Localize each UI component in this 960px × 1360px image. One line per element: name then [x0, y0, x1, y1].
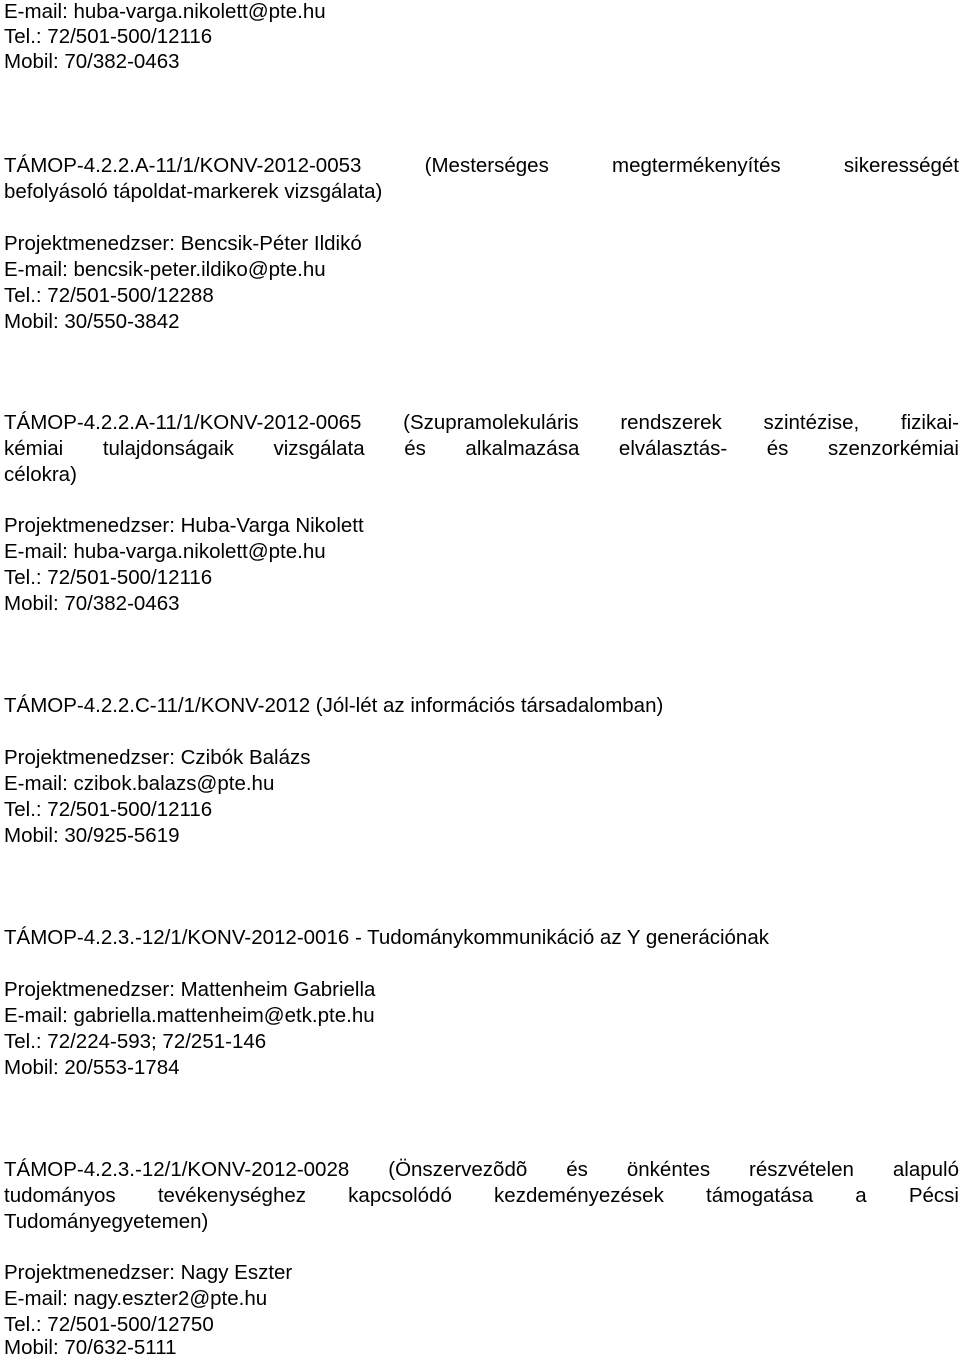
project-manager: Projektmenedzser: Czibók Balázs — [4, 746, 311, 769]
project-email: E-mail: czibok.balazs@pte.hu — [4, 772, 275, 795]
project-manager: Projektmenedzser: Huba-Varga Nikolett — [4, 514, 364, 537]
project-title: TÁMOP-4.2.2.C-11/1/KONV-2012 (Jól-lét az információs társadalomban) — [4, 694, 664, 717]
project-tel: Tel.: 72/501-500/12116 — [4, 566, 213, 589]
contact-mobil: Mobil: 70/382-0463 — [4, 50, 180, 73]
project-mobil: Mobil: 30/925-5619 — [4, 824, 180, 847]
project-title: Tudományegyetemen) — [4, 1210, 209, 1233]
project-email: E-mail: huba-varga.nikolett@pte.hu — [4, 540, 326, 563]
project-title: befolyásoló tápoldat-markerek vizsgálata) — [4, 180, 383, 203]
project-tel: Tel.: 72/501-500/12750 — [4, 1313, 214, 1336]
contact-tel: Tel.: 72/501-500/12116 — [4, 25, 213, 48]
contact-email: E-mail: huba-varga.nikolett@pte.hu — [4, 0, 326, 23]
project-mobil: Mobil: 30/550-3842 — [4, 310, 180, 333]
project-tel: Tel.: 72/501-500/12288 — [4, 284, 214, 307]
project-title: TÁMOP-4.2.3.-12/1/KONV-2012-0028 (Önszervezõdõ és önkéntes részvételen alapuló — [4, 1158, 959, 1181]
project-email: E-mail: bencsik-peter.ildiko@pte.hu — [4, 258, 326, 281]
project-title: TÁMOP-4.2.3.-12/1/KONV-2012-0016 - Tudománykommunikáció az Y generációnak — [4, 926, 769, 949]
project-tel: Tel.: 72/224-593; 72/251-146 — [4, 1030, 267, 1053]
project-title: TÁMOP-4.2.2.A-11/1/KONV-2012-0065 (Szupramolekuláris rendszerek szintézise, fizikai- — [4, 411, 959, 434]
project-manager: Projektmenedzser: Mattenheim Gabriella — [4, 978, 376, 1001]
project-title: tudományos tevékenységhez kapcsolódó kezdeményezések támogatása a Pécsi — [4, 1184, 959, 1207]
project-mobil: Mobil: 20/553-1784 — [4, 1056, 180, 1079]
project-manager: Projektmenedzser: Nagy Eszter — [4, 1261, 293, 1284]
project-mobil: Mobil: 70/632-5111 — [4, 1336, 177, 1359]
project-email: E-mail: gabriella.mattenheim@etk.pte.hu — [4, 1004, 375, 1027]
project-manager: Projektmenedzser: Bencsik-Péter Ildikó — [4, 232, 362, 255]
project-tel: Tel.: 72/501-500/12116 — [4, 798, 213, 821]
project-title: kémiai tulajdonságaik vizsgálata és alkalmazása elválasztás- és szenzorkémiai — [4, 437, 959, 460]
project-email: E-mail: nagy.eszter2@pte.hu — [4, 1287, 268, 1310]
project-title: TÁMOP-4.2.2.A-11/1/KONV-2012-0053 (Mesterséges megtermékenyítés sikerességét — [4, 154, 959, 177]
project-title: célokra) — [4, 463, 77, 486]
project-mobil: Mobil: 70/382-0463 — [4, 592, 180, 615]
